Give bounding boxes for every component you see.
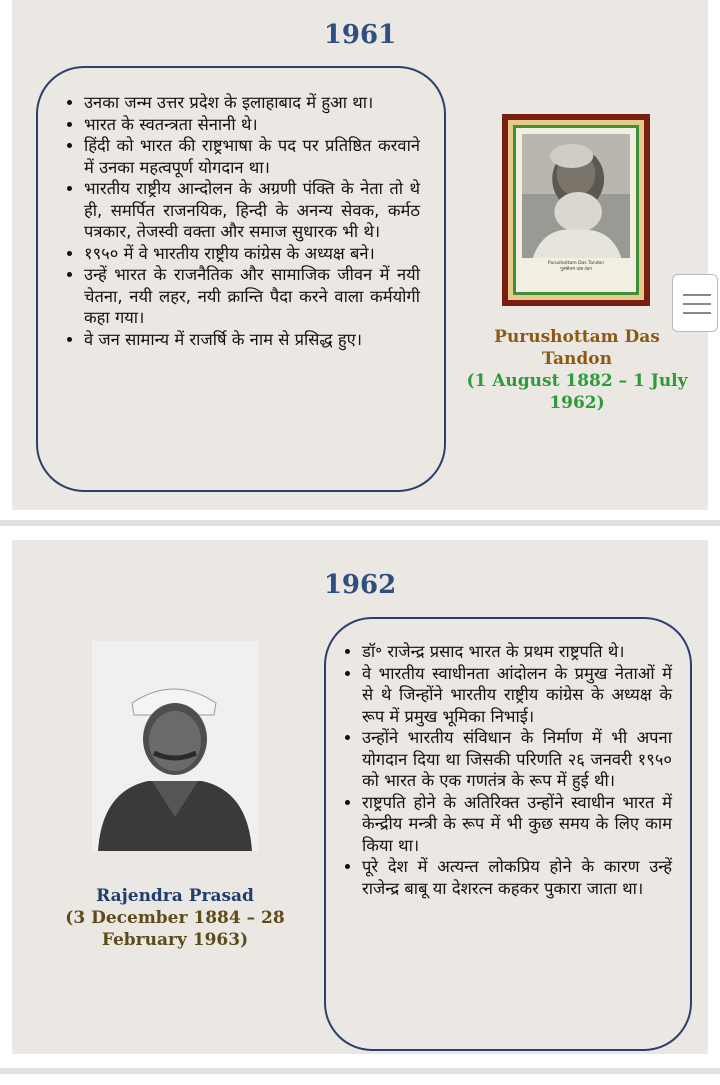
portrait-photo [522,134,630,258]
bullet-item: • उन्हें भारत के राजनैतिक और सामाजिक जीवन में नयी चेतना, नयी लहर, नयी क्रान्ति पैदा करने वाला कर्मयोगी कहा गया। [84,264,420,329]
person-name: Rajendra Prasad [96,886,254,906]
slide-1962 [12,540,708,1054]
person-dates: (1 August 1882 – 1 July 1962) [466,371,688,413]
slide-year: 1962 [323,570,397,600]
hamburger-menu-icon[interactable] [672,274,718,332]
person-dates: (3 December 1884 – 28 February 1963) [65,908,285,950]
portrait-photo [92,641,258,851]
person-name: Purushottam Das Tandon [494,327,660,369]
bullet-bubble [36,66,446,492]
photo-caption-hi: पुरुषोत्तम दास टंडन [560,267,592,272]
slide-year: 1961 [323,20,397,50]
slide-separator [0,520,720,526]
slide-1961 [12,0,708,510]
bullet-list [58,92,420,350]
bullet-item: • उन्होंने भारतीय संविधान के निर्माण में भी अपना योगदान दिया था जिसकी परिणति २६ जनवरी १९५० को भारत के एक गणतंत्र के रूप में हुई थी। [362,727,672,792]
portrait-frame [502,114,650,306]
bullet-bubble [324,617,692,1051]
bullet-item: • भारत के स्वतन्त्रता सेनानी थे। [84,114,420,136]
bullet-item: • १९५० में वे भारतीय राष्ट्रीय कांग्रेस के अध्यक्ष बने। [84,243,420,265]
bullet-item: • पूरे देश में अत्यन्त लोकप्रिय होने के कारण उन्हें राजेन्द्र बाबू या देशरत्न कहकर पुकारा जाता था। [362,856,672,899]
bullet-item: • डॉ॰ राजेन्द्र प्रसाद भारत के प्रथम राष्ट्रपति थे। [362,641,672,663]
bullet-item: • उनका जन्म उत्तर प्रदेश के इलाहाबाद में हुआ था। [84,92,420,114]
photo-caption-en: Purushottam Das Tandon [547,261,605,266]
slide-separator [0,1068,720,1074]
bullet-item: • वे जन सामान्य में राजर्षि के नाम से प्रसिद्ध हुए। [84,329,420,351]
bullet-item: • हिंदी को भारत की राष्ट्रभाषा के पद पर प्रतिष्ठित करवाने में उनका महत्वपूर्ण योगदान था। [84,135,420,178]
bullet-item: • राष्ट्रपति होने के अतिरिक्त उन्होंने स्वाधीन भारत में केन्द्रीय मन्त्री के रूप में भी कुछ समय के लिए काम किया था। [362,792,672,857]
bullet-item: • भारतीय राष्ट्रीय आन्दोलन के अग्रणी पंक्ति के नेता तो थे ही, समर्पित राजनयिक, हिन्दी के अनन्य सेवक, कर्मठ पत्रकार, तेजस्वी वक्ता और समाज सुधारक भी थे। [84,178,420,243]
bullet-item: • वे भारतीय स्वाधीनता आंदोलन के प्रमुख नेताओं में से थे जिन्होंने भारतीय राष्ट्रीय कांग्रेस के अध्यक्ष के रूप में प्रमुख भूमिका निभाई। [362,663,672,728]
bullet-list [336,641,672,899]
